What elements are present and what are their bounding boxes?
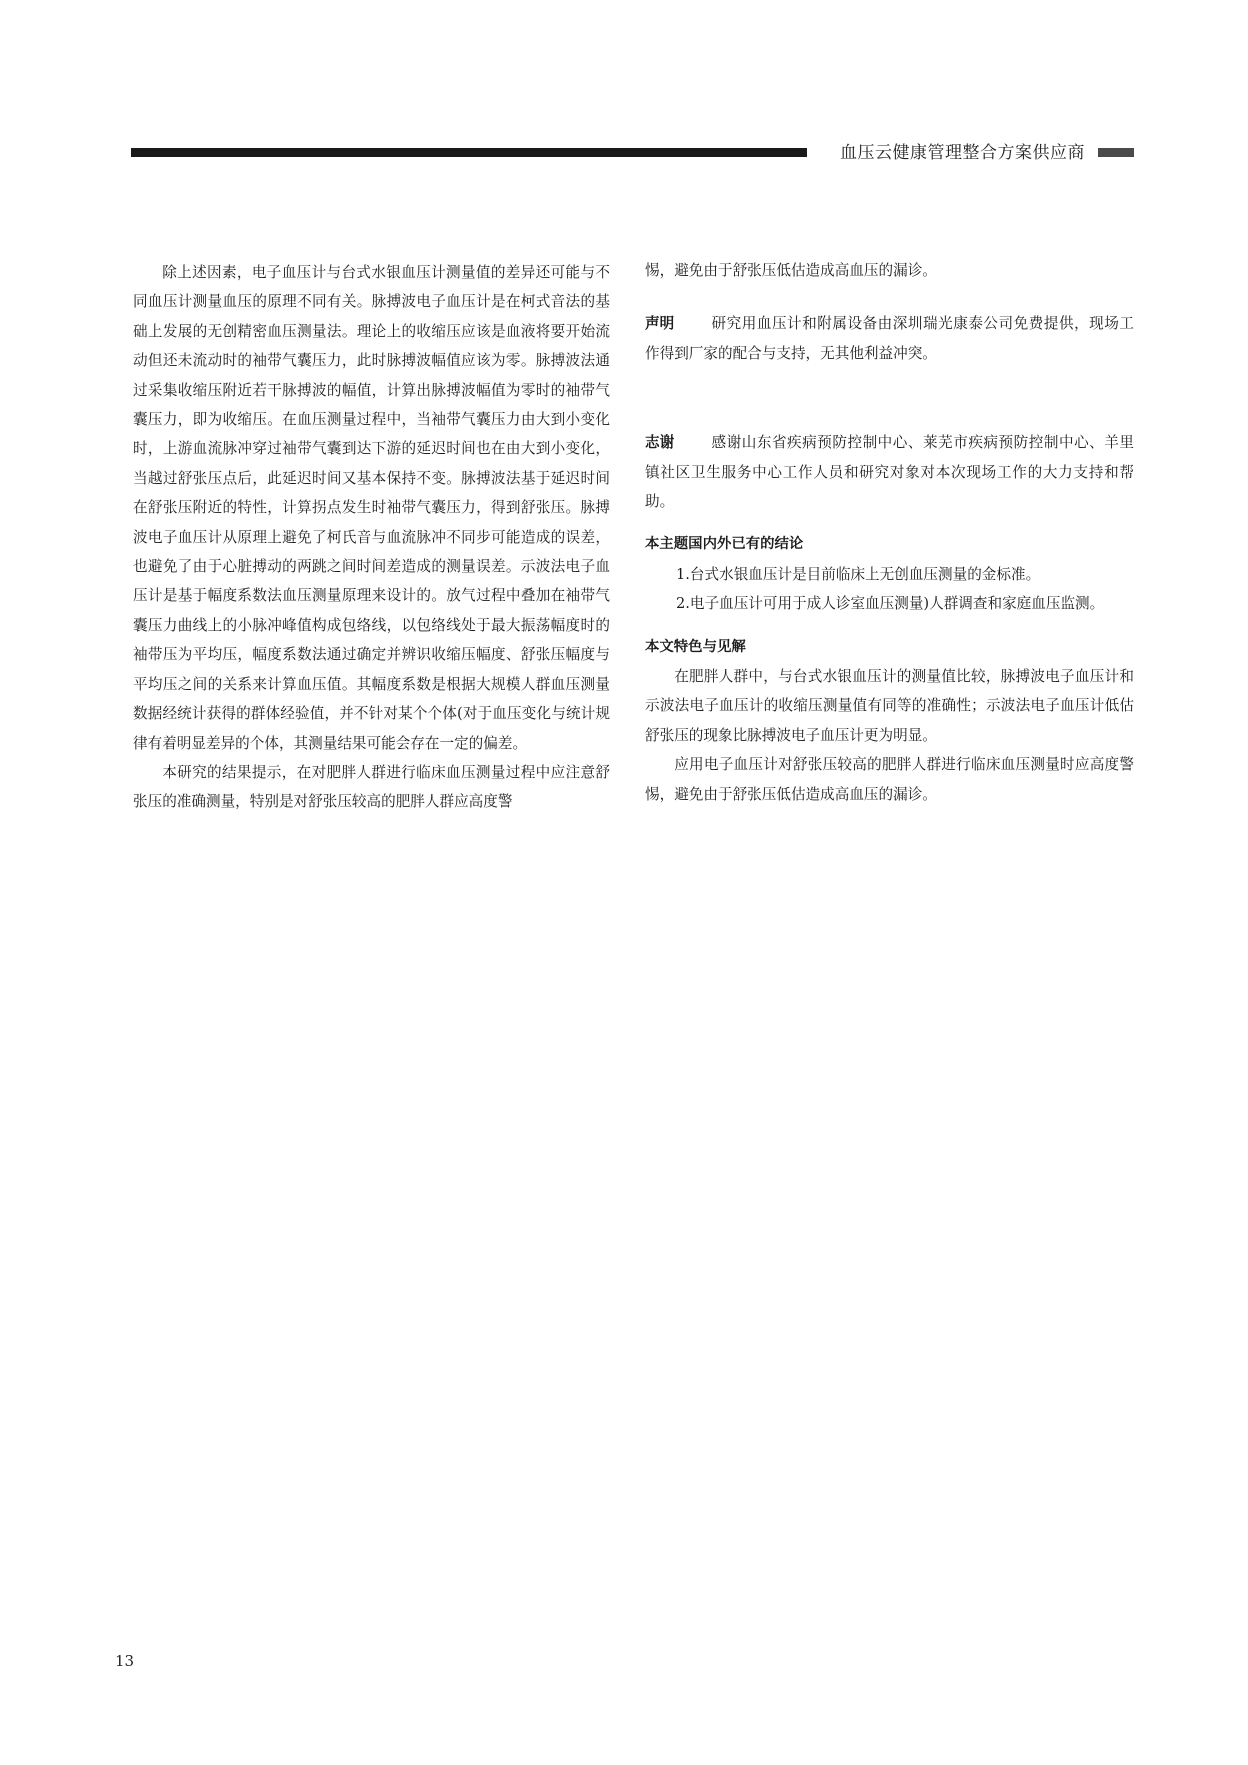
header-rule-left	[131, 148, 807, 157]
list-item: 1.台式水银血压计是目前临床上无创血压测量的金标准。	[676, 565, 1041, 583]
list-item: 2.电子血压计可用于成人诊室血压测量)人群调查和家庭血压监测。	[676, 595, 1105, 613]
acknowledgement-block	[645, 428, 1134, 516]
acknowledgement-text: 感谢山东省疾病预防控制中心、莱芜市疾病预防控制中心、羊里镇社区卫生服务中心工作人员和研究对象对本次现场工作的大力支持和帮助。	[645, 434, 1134, 511]
continuation-text: 惕，避免由于舒张压低估造成高血压的漏诊。	[645, 262, 937, 279]
header-rule-right	[1098, 148, 1134, 157]
known-conclusions-heading: 本主题国内外已有的结论	[645, 536, 804, 553]
statement-text: 研究用血压计和附属设备由深圳瑞光康泰公司免费提供，现场工作得到厂家的配合与支持，无其他利益冲突。	[645, 315, 1134, 362]
left-column	[133, 258, 610, 817]
body-paragraph: 除上述因素，电子血压计与台式水银血压计测量值的差异还可能与不同血压计测量血压的原理不同有关。脉搏波电子血压计是在柯式音法的基础上发展的无创精密血压测量法。理论上的收缩压应该是血液将要开始流动但还未流动时的袖带气囊压力，此时脉搏波幅值应该为零。脉搏波法通过采集收缩压附近若干脉搏波的幅值，计算出脉搏波幅值为零时的袖带气囊压力，即为收缩压。在血压测量过程中，当袖带气囊压力由大到小变化时，上游血流脉冲穿过袖带气囊到达下游的延迟时间也在由大到小变化，当越过舒张压点后，此延迟时间又基本保持不变。脉搏波法基于延迟时间在舒张压附近的特性，计算拐点发生时袖带气囊压力，得到舒张压。脉搏波电子血压计从原理上避免了柯氏音与血流脉冲不同步可能造成的误差，也避免了由于心脏搏动的两跳之间时间差造成的测量误差。示波法电子血压计是基于幅度系数法血压测量原理来设计的。放气过程中叠加在袖带气囊压力曲线上的小脉冲峰值构成包络线，以包络线处于最大振荡幅度时的袖带压为平均压，幅度系数法通过确定并辨识收缩压幅度、舒张压幅度与平均压之间的关系来计算血压值。其幅度系数是根据大规模人群血压测量数据经统计获得的群体经验值，并不针对某个个体(对于血压变化与统计规律有着明显差异的个体，其测量结果可能会存在一定的偏差。	[133, 264, 610, 752]
statement-block	[645, 309, 1134, 368]
features-heading: 本文特色与见解	[645, 638, 746, 655]
running-header-title: 血压云健康管理整合方案供应商	[840, 143, 1085, 163]
page-number: 13	[115, 1652, 135, 1670]
statement-label: 声明	[645, 315, 675, 333]
acknowledgement-label: 志谢	[645, 434, 675, 452]
body-paragraph: 在肥胖人群中，与台式水银血压计的测量值比较，脉搏波电子血压计和示波法电子血压计的收缩压测量值有同等的准确性；示波法电子血压计低估舒张压的现象比脉搏波电子血压计更为明显。	[645, 668, 1134, 744]
body-paragraph: 应用电子血压计对舒张压较高的肥胖人群进行临床血压测量时应高度警惕，避免由于舒张压低估造成高血压的漏诊。	[645, 756, 1134, 803]
body-paragraph: 本研究的结果提示，在对肥胖人群进行临床血压测量过程中应注意舒张压的准确测量，特别是对舒张压较高的肥胖人群应高度警	[133, 763, 610, 811]
right-column	[645, 256, 1134, 809]
